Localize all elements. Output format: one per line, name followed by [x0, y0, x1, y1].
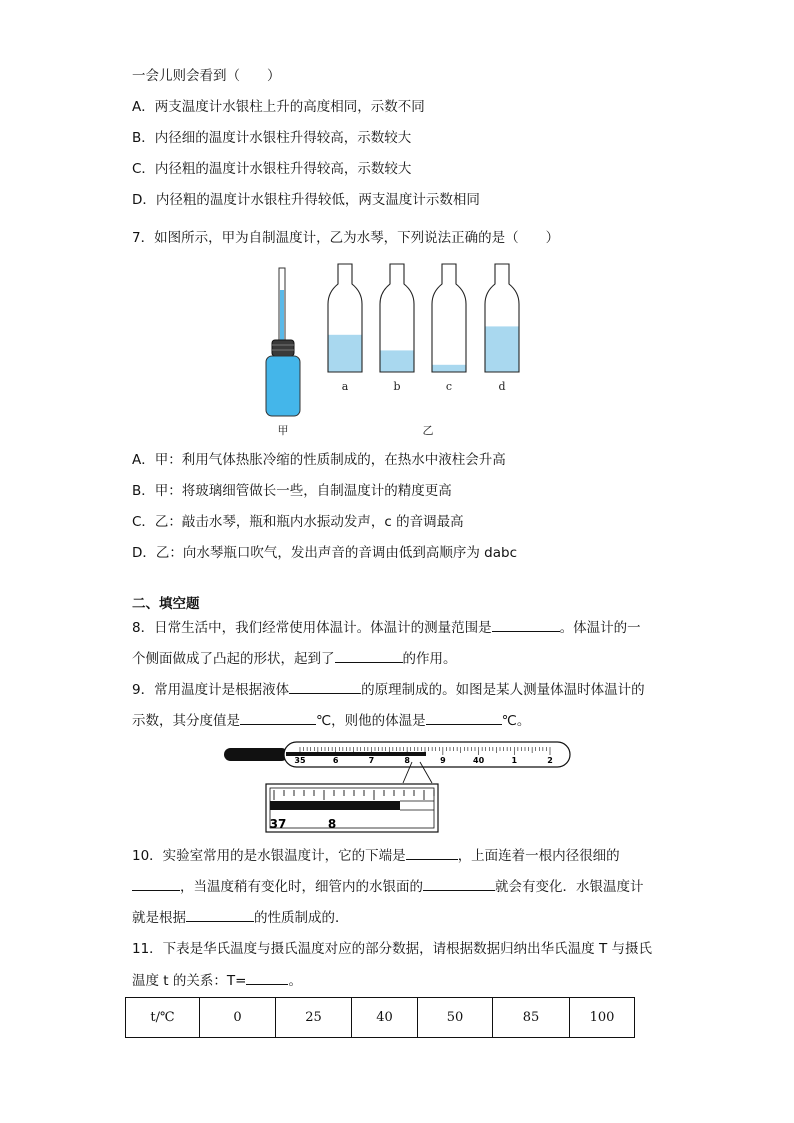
scale-label: 6 — [332, 756, 339, 765]
figure-label-jia: 甲 — [277, 424, 289, 437]
q11-text-2a: 温度 t 的关系：T= — [132, 973, 247, 989]
q9-text-2a: 示数，其分度值是 — [132, 713, 240, 729]
table-cell: 40 — [352, 998, 418, 1038]
zoom-scale-label: 8 — [327, 817, 337, 831]
bottle-label: c — [445, 380, 453, 393]
water-harp — [328, 264, 519, 393]
homemade-thermometer — [266, 268, 300, 416]
water-level — [485, 326, 519, 372]
q9-text-1b: 的原理制成的。如图是某人测量体温时体温计的 — [361, 682, 645, 698]
q9-text-1a: 9．常用温度计是根据液体 — [132, 682, 290, 698]
scale-label: 35 — [294, 756, 306, 765]
thermometer-bulb — [224, 748, 288, 761]
zoom-scale-label: 37 — [269, 817, 287, 831]
table-cell: 25 — [276, 998, 352, 1038]
table-cell: 85 — [493, 998, 570, 1038]
scale-label: 9 — [440, 756, 446, 765]
q6-option-a: A．两支温度计水银柱上升的高度相同，示数不同 — [132, 99, 425, 115]
scale-label: 8 — [404, 756, 410, 765]
q10-text-2b: 就会有变化．水银温度计 — [495, 879, 644, 895]
water-level — [380, 350, 414, 372]
q10-text-1b: ，上面连着一根内径很细的 — [457, 848, 620, 864]
scale-label: 1 — [511, 756, 518, 765]
q8-text-2a: 个侧面做成了凸起的形状，起到了 — [132, 651, 335, 667]
q10-line2 — [132, 876, 644, 897]
q11-line1: 11．下表是华氏温度与摄氏温度对应的部分数据，请根据数据归纳出华氏温度 T 与摄氏 — [132, 941, 653, 957]
conversion-table — [125, 997, 635, 1038]
bottle-c — [432, 264, 466, 393]
q10-line1 — [132, 845, 620, 866]
q7-option-b: B．甲：将玻璃细管做长一些，自制温度计的精度更高 — [132, 483, 452, 499]
q7-figure — [250, 262, 550, 442]
q10-text-3a: 就是根据 — [132, 910, 186, 926]
q8-line2 — [132, 648, 457, 669]
water-level — [432, 365, 466, 372]
q7-stem: 7．如图所示，甲为自制温度计，乙为水琴，下列说法正确的是（ ） — [132, 230, 560, 246]
section-title: 二、填空题 — [132, 596, 200, 612]
q7-option-d: D．乙：向水琴瓶口吹气，发出声音的音调由低到高顺序为 dabc — [132, 545, 518, 561]
q7-option-c: C．乙：敲击水琴，瓶和瓶内水振动发声，c 的音调最高 — [132, 514, 464, 530]
q10-blank-3[interactable] — [423, 876, 495, 891]
q8-text-1a: 8．日常生活中，我们经常使用体温计。体温计的测量范围是 — [132, 620, 492, 636]
q9-line2 — [132, 710, 530, 731]
scale-label: 40 — [473, 756, 485, 765]
q10-line3 — [132, 907, 349, 928]
q6-option-d: D．内径粗的温度计水银柱升得较低，两支温度计示数相同 — [132, 192, 480, 208]
table-cell: 100 — [570, 998, 635, 1038]
q7-option-a: A．甲：利用气体热胀冷缩的性质制成的，在热水中液柱会升高 — [132, 452, 506, 468]
q8-blank-1[interactable] — [492, 617, 560, 632]
q9-blank-3[interactable] — [426, 710, 502, 725]
q9-text-2c: ℃。 — [501, 713, 531, 729]
table-cell: 0 — [200, 998, 276, 1038]
q9-blank-1[interactable] — [289, 679, 361, 694]
bottle-label: b — [393, 380, 401, 393]
bottle-a — [328, 264, 362, 393]
table-cell: 50 — [418, 998, 493, 1038]
bottle-b — [380, 264, 414, 393]
q6-stem-tail: 一会儿则会看到（ ） — [132, 68, 281, 84]
q11-line2 — [132, 970, 302, 991]
scale-label: 2 — [547, 756, 553, 765]
bottle-label: d — [498, 380, 506, 393]
q10-blank-4[interactable] — [186, 907, 254, 922]
water-level — [328, 335, 362, 372]
q8-blank-2[interactable] — [335, 648, 403, 663]
q10-text-1a: 10．实验室常用的是水银温度计，它的下端是 — [132, 848, 406, 864]
q10-blank-1[interactable] — [406, 845, 458, 860]
bottle-d — [485, 264, 519, 393]
q6-option-b: B．内径细的温度计水银柱升得较高，示数较大 — [132, 130, 412, 146]
figure-label-yi: 乙 — [422, 424, 434, 437]
q9-text-2b: ℃，则他的体温是 — [316, 713, 426, 729]
table-row — [126, 998, 635, 1038]
q6-option-c: C．内径粗的温度计水银柱升得较高，示数较大 — [132, 161, 412, 177]
zoomed-scale — [266, 784, 438, 832]
table-header-cell: t/℃ — [126, 998, 200, 1038]
clinical-thermometer-figure — [220, 740, 580, 836]
q8-text-2b: 的作用。 — [402, 651, 457, 667]
q9-line1 — [132, 679, 645, 700]
scale-label: 7 — [368, 756, 375, 765]
q8-text-1b: 。体温计的一 — [559, 620, 641, 636]
q9-blank-2[interactable] — [240, 710, 316, 725]
q11-text-2b: 。 — [288, 973, 302, 989]
q10-text-3b: 的性质制成的． — [254, 910, 349, 926]
q11-blank-1[interactable] — [246, 970, 288, 985]
q10-blank-2[interactable] — [132, 876, 180, 891]
q8-line1 — [132, 617, 641, 638]
q10-text-2a: ，当温度稍有变化时，细管内的水银面的 — [180, 879, 423, 895]
bottle-label: a — [341, 380, 349, 393]
